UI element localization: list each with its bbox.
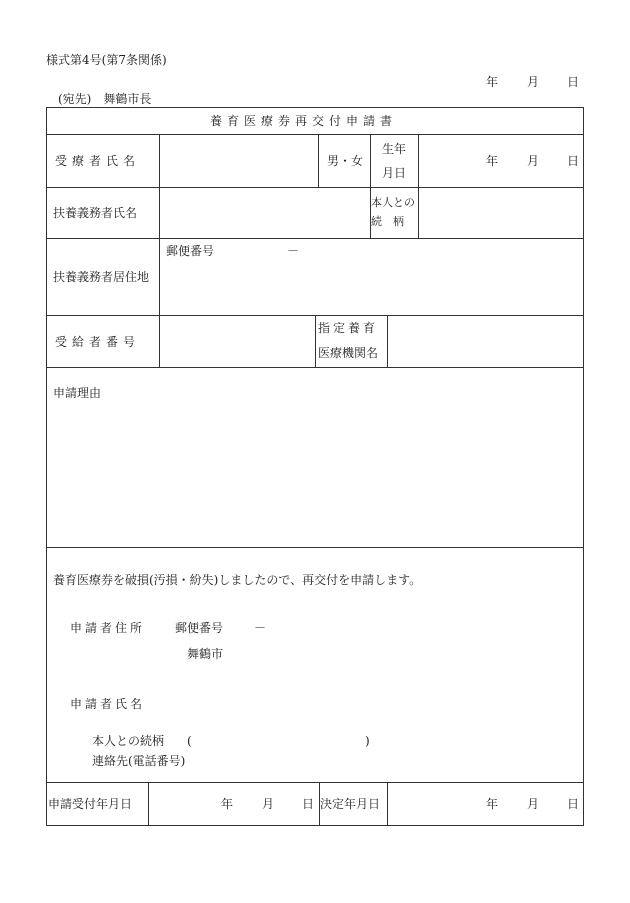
table-rule: [318, 134, 319, 187]
table-rule: [148, 782, 149, 825]
institution-label-line1: 指定養育: [318, 321, 379, 335]
patient-name-label: 受療者氏名: [55, 154, 141, 168]
paren-close: ): [365, 734, 370, 748]
table-rule: [387, 315, 388, 367]
sex-options: 男・女: [327, 154, 364, 168]
applicant-postal-dash: －: [254, 621, 267, 635]
table-rule: [46, 238, 584, 239]
relation-label-line2: 続 柄: [371, 215, 404, 228]
birth-month: 月: [527, 154, 540, 168]
decision-month: 月: [527, 797, 540, 811]
table-border: [46, 825, 584, 826]
guardian-address-label: 扶養義務者居住地: [53, 270, 150, 284]
declaration-text: 養育医療券を破損(汚損・紛失)しましたので、再交付を申請します。: [53, 573, 422, 587]
header-date-year: 年: [486, 75, 499, 89]
form-number: 様式第4号(第7条関係): [46, 53, 167, 67]
table-rule: [46, 782, 584, 783]
receipt-month: 月: [262, 797, 275, 811]
table-rule: [46, 547, 584, 548]
table-rule: [418, 134, 419, 238]
institution-label-line2: 医療機関名: [318, 346, 379, 360]
guardian-name-label: 扶養義務者氏名: [53, 206, 138, 220]
header-date-day: 日: [567, 75, 580, 89]
applicant-name-label: 申請者氏名: [70, 697, 146, 711]
birth-label-line1: 生年: [382, 142, 407, 156]
table-rule: [370, 187, 371, 238]
reason-label: 申請理由: [53, 386, 102, 400]
relation-label-line1: 本人との: [371, 196, 415, 209]
recipient-no-label: 受給者番号: [55, 335, 141, 349]
receipt-date-label: 申請受付年月日: [48, 797, 133, 811]
addressee: (宛先) 舞鶴市長: [58, 92, 152, 106]
table-rule: [46, 367, 584, 368]
receipt-year: 年: [221, 797, 234, 811]
applicant-postal-label: 郵便番号: [175, 621, 224, 635]
decision-day: 日: [567, 797, 580, 811]
table-border: [583, 107, 584, 826]
birth-year: 年: [486, 154, 499, 168]
form-title: 養育医療券再交付申請書: [210, 114, 398, 128]
applicant-address-label: 申請者住所: [70, 621, 146, 635]
contact-label: 連絡先(電話番号): [92, 754, 186, 768]
birth-day: 日: [567, 154, 580, 168]
table-rule: [370, 134, 371, 187]
decision-year: 年: [486, 797, 499, 811]
table-border: [46, 107, 47, 826]
table-rule: [46, 134, 584, 135]
postal-label: 郵便番号: [166, 244, 215, 258]
relation-text: 本人との続柄: [92, 734, 165, 748]
header-date-month: 月: [527, 75, 540, 89]
birth-label-line2: 月日: [382, 166, 407, 180]
decision-date-label: 決定年月日: [320, 797, 381, 811]
paren-open: (: [187, 734, 192, 748]
table-rule: [387, 782, 388, 825]
table-rule: [315, 315, 316, 367]
city-label: 舞鶴市: [187, 647, 224, 661]
table-border: [46, 107, 584, 108]
table-rule: [159, 134, 160, 368]
receipt-day: 日: [302, 797, 315, 811]
table-rule: [46, 187, 584, 188]
postal-dash: －: [287, 244, 300, 258]
